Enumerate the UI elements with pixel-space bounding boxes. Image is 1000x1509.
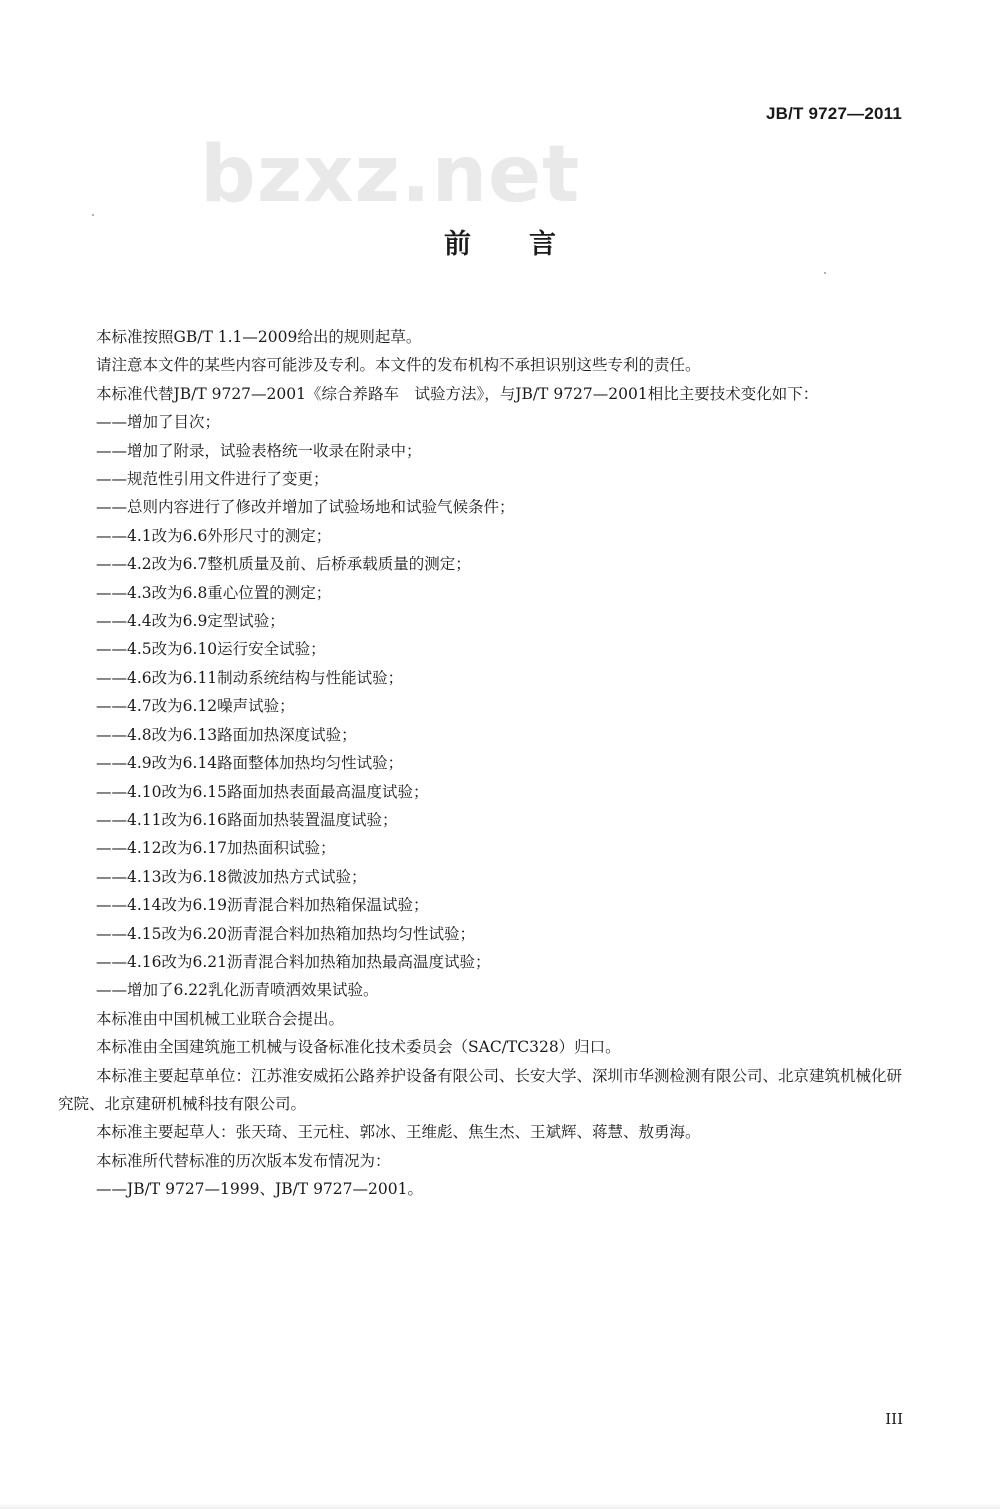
page-title: 前言 [444, 229, 614, 260]
list-item: ——4.6改为6.11制动系统结构与性能试验； [96, 668, 404, 687]
scan-speck [92, 214, 94, 216]
paragraph-centralized: 本标准由全国建筑施工机械与设备标准化技术委员会（SAC/TC328）归口。 [96, 1038, 621, 1057]
paragraph-replacement: 本标准代替JB/T 9727—2001《综合养路车 试验方法》，与JB/T 9727—2001相比主要技术变化如下： [96, 384, 819, 403]
list-item: ——4.1改为6.6外形尺寸的测定； [96, 526, 332, 545]
list-item: ——4.5改为6.10运行安全试验； [96, 640, 326, 659]
list-item: ——4.9改为6.14路面整体加热均匀性试验； [96, 754, 404, 773]
changes-list [58, 408, 908, 1005]
list-item: ——4.16改为6.21沥青混合料加热箱加热最高温度试验； [96, 952, 491, 971]
list-item: ——4.13改为6.18微波加热方式试验； [96, 867, 367, 886]
scan-speck [824, 272, 826, 274]
list-item: ——规范性引用文件进行了变更； [96, 470, 329, 489]
paragraph-editions-intro: 本标准所代替标准的历次版本发布情况为： [96, 1151, 391, 1170]
list-item: ——4.10改为6.15路面加热表面最高温度试验； [96, 782, 429, 801]
list-item: ——4.14改为6.19沥青混合料加热箱保温试验； [96, 896, 429, 915]
list-item: ——4.12改为6.17加热面积试验； [96, 839, 336, 858]
list-item: ——增加了附录，试验表格统一收录在附录中； [96, 441, 422, 460]
previous-editions-list [58, 1175, 908, 1203]
standard-code: JB/T 9727—2011 [765, 104, 902, 123]
paragraph-patent-notice: 请注意本文件的某些内容可能涉及专利。本文件的发布机构不承担识别这些专利的责任。 [96, 356, 701, 375]
list-item: ——4.4改为6.9定型试验； [96, 612, 285, 631]
list-item: ——4.2改为6.7整机质量及前、后桥承载质量的测定； [96, 555, 471, 574]
list-item: ——增加了6.22乳化沥青喷洒效果试验。 [96, 981, 379, 1000]
list-item: ——4.11改为6.16路面加热装置温度试验； [96, 810, 398, 829]
page-number: III [885, 1410, 903, 1428]
list-item: ——总则内容进行了修改并增加了试验场地和试验气候条件； [96, 498, 515, 517]
paragraph-proposer: 本标准由中国机械工业联合会提出。 [96, 1009, 345, 1028]
list-item: ——4.7改为6.12噪声试验； [96, 697, 295, 716]
scan-bottom-edge [0, 1503, 1000, 1509]
foreword-body [58, 323, 908, 1204]
paragraph-drafting-rules: 本标准按照GB/T 1.1—2009给出的规则起草。 [96, 328, 422, 346]
list-item: ——4.8改为6.13路面加热深度试验； [96, 725, 357, 744]
paragraph-drafting-units: 本标准主要起草单位：江苏淮安威拓公路养护设备有限公司、长安大学、深圳市华测检测有限公司、北京建筑机械化研究院、北京建研机械科技有限公司。 [58, 1066, 903, 1113]
list-item: ——JB/T 9727—1999、JB/T 9727—2001。 [96, 1180, 423, 1199]
watermark-text: bzxz.net [200, 130, 581, 220]
list-item: ——增加了目次； [96, 413, 221, 432]
list-item: ——4.3改为6.8重心位置的测定； [96, 583, 332, 602]
paragraph-drafters: 本标准主要起草人：张天琦、王元柱、郭冰、王维彪、焦生杰、王斌辉、蒋慧、敖勇海。 [96, 1123, 701, 1142]
list-item: ——4.15改为6.20沥青混合料加热箱加热均匀性试验； [96, 924, 476, 943]
